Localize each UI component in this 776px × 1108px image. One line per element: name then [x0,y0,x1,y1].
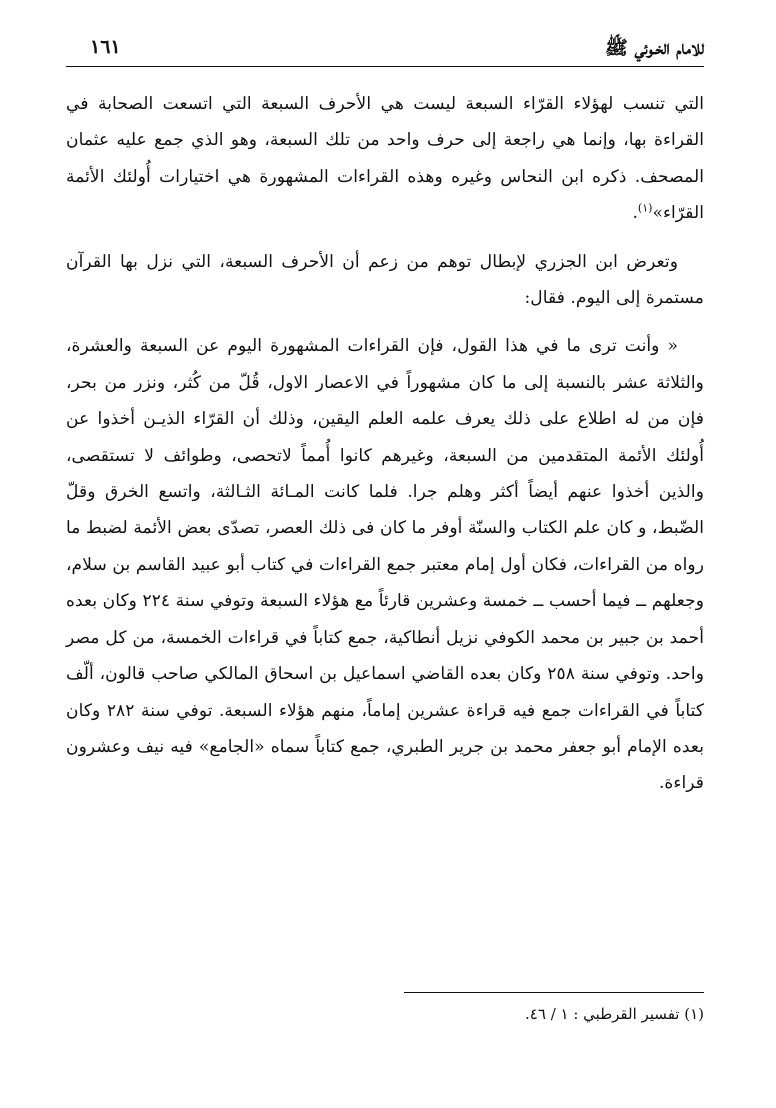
paragraph-1-tail: . [632,203,638,224]
footnote-reference: (١) [637,201,653,215]
running-title: للامام الخـوئي ﷺ [604,37,704,59]
paragraph-2: وتعرض ابن الجزري لإبطال توهم من زعم أن الأحرف السبعة، التي نزل بها القرآن مستمرة إلى اليوم. فقال: [66,251,704,309]
page-number: ١٦١ [90,36,121,58]
book-page [66,30,704,1090]
quotation-paragraph: « وأنت ترى ما في هذا القول، فإن القراءات المشهورة اليوم عن السبعة والعشرة، والثلاثة عشر بالنسبة إلى ما كان مشهوراً في الاعصار الاول، قُلّ من كُثر، ونزر من بحر، فإن من له اطلاع على ذلك يعرف علمه العلم اليقين، وذلك أن القرّاء الذيـن أخذوا عن أُولئك الأئمة المتقدمين من السبعة، وغيرهم كانوا أُمماً لاتحصى، وطوائف لا تستقصى، والذين أخذوا عنهم أيضاً أكثر وهلم جرا. فلما كانت المـائة الثـالثة، واتسع الخرق وقلّ الضّبط، و كان علم الكتاب والسنّة أوفر ما كان فى ذلك العصر، تصدّى بعض الأئمة لضبط ما رواه من القراءات، فكان أول إمام معتبر جمع القراءات في كتاب أبو عبيد القاسم بن سلام، وجعلهم ــ فيما أحسب ــ خمسة وعشرين قارئاً مع هؤلاء السبعة وتوفي سنة ٢٢٤ وكان بعده أحمد بن جبير بن محمد الكوفي نزيل أنطاكية، جمع كتاباً في قراءات الخمسة، من كل مصر واحد. وتوفي سنة ٢٥٨ وكان بعده القاضي اسماعيل بن اسحاق المالكي صاحب قالون، ألّف كتاباً في القراءات جمع فيه قراءة عشرين إماماً، منهم هؤلاء السبعة. توفي سنة ٢٨٢ وكان بعده الإمام أبو جعفر محمد بن جرير الطبري، جمع كتاباً سماه «الجامع» فيه نيف وعشرون قراءة. [66,336,704,794]
paragraph-1-text: التي تنسب لهؤلاء القرّاء السبعة ليست هي الأحرف السبعة التي اتسعت الصحابة في القراءة بها، وإنما هي راجعة إلى حرف واحد من تلك السبعة، وهو الذي جمع عليه عثمان المصحف. ذكره ابن النحاس وغيره وهذه القراءات المشهورة هي اختيارات أُولئك الأئمة القرّاء» [66,94,704,224]
footnote-separator [404,992,704,993]
page-header [66,30,704,67]
footnote: (١) تفسير القرطبي : ١ / ٤٦. [525,1005,704,1023]
paragraph-1 [66,86,704,232]
main-text [66,86,704,802]
